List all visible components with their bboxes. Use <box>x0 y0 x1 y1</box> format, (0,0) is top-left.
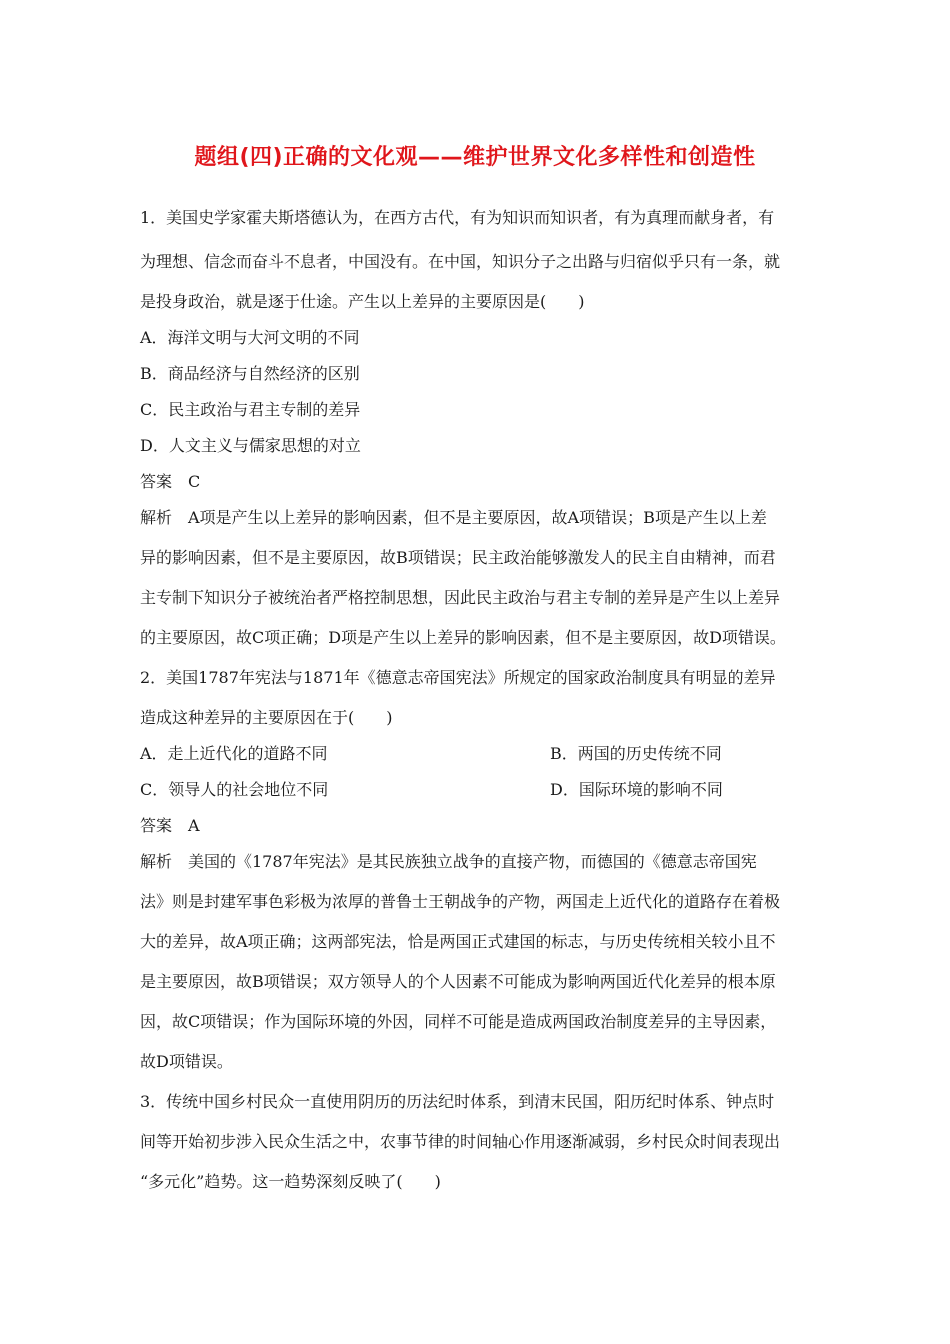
q2-option-c: C．领导人的社会地位不同 <box>140 780 329 799</box>
q2-option-b: B．两国的历史传统不同 <box>550 744 722 763</box>
q2-stem-line: 2．美国1787年宪法与1871年《德意志帝国宪法》所规定的国家政治制度具有明显的差异 <box>140 668 776 687</box>
q2-analysis-line: 故D项错误。 <box>140 1052 233 1071</box>
q1-analysis-line: 异的影响因素，但不是主要原因，故B项错误；民主政治能够激发人的民主自由精神，而君 <box>140 548 776 567</box>
q1-option-b: B．商品经济与自然经济的区别 <box>140 364 360 383</box>
q2-stem-line: 造成这种差异的主要原因在于( ) <box>140 708 393 727</box>
q3-stem-line: “多元化”趋势。这一趋势深刻反映了( ) <box>140 1172 441 1191</box>
q1-option-a: A．海洋文明与大河文明的不同 <box>140 328 360 347</box>
q3-stem-line: 间等开始初步涉入民众生活之中，农事节律的时间轴心作用逐渐减弱，乡村民众时间表现出 <box>140 1132 781 1151</box>
q1-stem-line: 1．美国史学家霍夫斯塔德认为，在西方古代，有为知识而知识者，有为真理而献身者，有 <box>140 208 775 227</box>
q3-stem-line: 3．传统中国乡村民众一直使用阴历的历法纪时体系，到清末民国，阳历纪时体系、钟点时 <box>140 1092 775 1111</box>
q1-analysis-line: 的主要原因，故C项正确；D项是产生以上差异的影响因素，但不是主要原因，故D项错误。 <box>140 628 786 647</box>
q2-analysis-line: 是主要原因，故B项错误；双方领导人的个人因素不可能成为影响两国近代化差异的根本原 <box>140 972 776 991</box>
q1-analysis-line: 主专制下知识分子被统治者严格控制思想，因此民主政治与君主专制的差异是产生以上差异 <box>140 588 781 607</box>
q1-stem-line: 是投身政治，就是逐于仕途。产生以上差异的主要原因是( ) <box>140 292 585 311</box>
q2-option-a: A．走上近代化的道路不同 <box>140 744 328 763</box>
page-title: 题组(四)正确的文化观——维护世界文化多样性和创造性 <box>194 145 756 170</box>
q2-answer: 答案 A <box>140 816 200 835</box>
q2-analysis-line: 因，故C项错误；作为国际环境的外因，同样不可能是造成两国政治制度差异的主导因素， <box>140 1012 777 1031</box>
q2-analysis-line: 大的差异，故A项正确；这两部宪法，恰是两国正式建国的标志，与历史传统相关较小且不 <box>140 932 776 951</box>
q2-options-row <box>140 780 820 800</box>
q2-analysis-line: 法》则是封建军事色彩极为浓厚的普鲁士王朝战争的产物，两国走上近代化的道路存在着极 <box>140 892 781 911</box>
q1-option-d: D．人文主义与儒家思想的对立 <box>140 436 361 455</box>
q1-option-c: C．民主政治与君主专制的差异 <box>140 400 361 419</box>
q2-option-d: D．国际环境的影响不同 <box>550 780 723 799</box>
q2-analysis-line: 解析 美国的《1787年宪法》是其民族独立战争的直接产物，而德国的《德意志帝国宪 <box>140 852 757 871</box>
q1-answer: 答案 C <box>140 472 201 491</box>
q1-stem-line: 为理想、信念而奋斗不息者，中国没有。在中国，知识分子之出路与归宿似乎只有一条，就 <box>140 252 781 271</box>
q2-options-row <box>140 744 820 764</box>
q1-analysis-line: 解析 A项是产生以上差异的影响因素，但不是主要原因，故A项错误；B项是产生以上差 <box>140 508 767 527</box>
